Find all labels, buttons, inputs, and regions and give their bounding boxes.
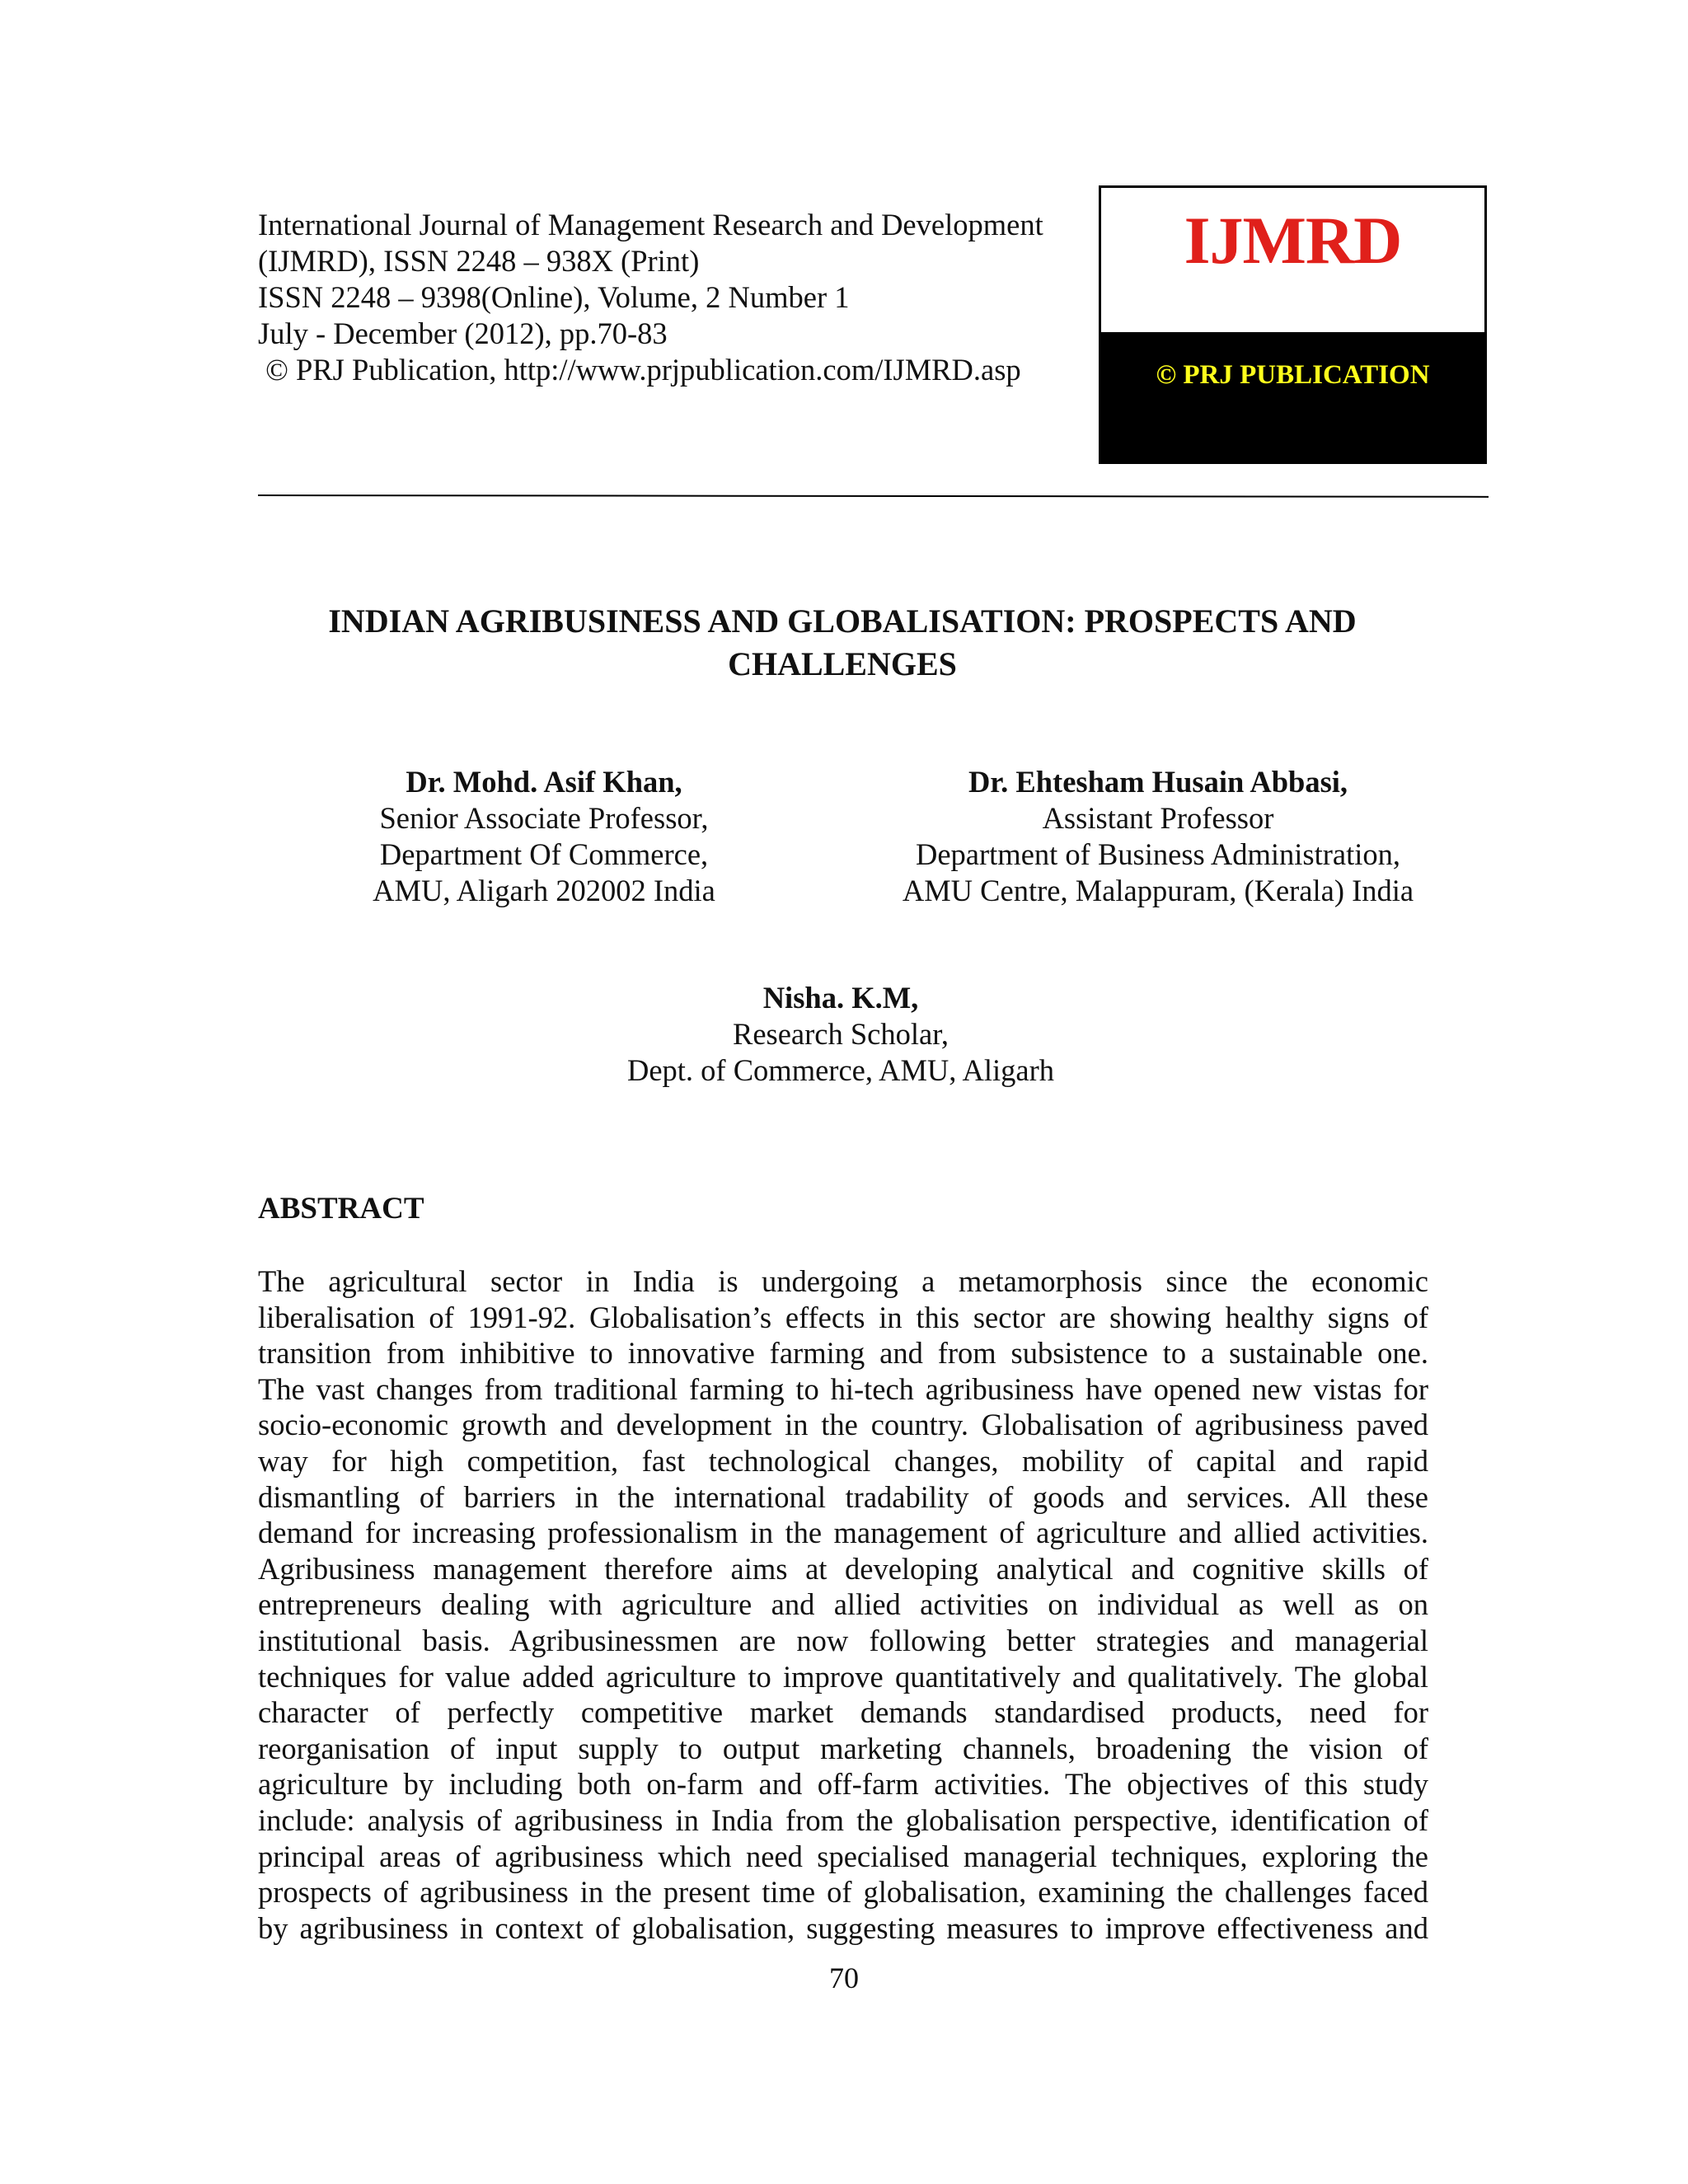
- page-number: 70: [829, 1961, 859, 1994]
- logo-title: IJMRD: [1184, 203, 1402, 278]
- abstract-line: character of perfectly competitive market demands standardised products, need for: [258, 1695, 1428, 1730]
- author-affiliation: Department of Business Administration,: [916, 837, 1400, 871]
- abstract-line: institutional basis. Agribusinessmen are now following better strategies and managerial: [258, 1623, 1428, 1657]
- abstract-body: [258, 1263, 1428, 1946]
- abstract-line: agriculture by including both on-farm and off-farm activities. The objectives of this study: [258, 1767, 1428, 1802]
- journal-logo: [1099, 185, 1487, 464]
- author-block: [297, 764, 791, 909]
- abstract-line: entrepreneurs dealing with agriculture and allied activities on individual as well as on: [258, 1587, 1428, 1622]
- author-affiliation: AMU Centre, Malappuram, (Kerala) India: [902, 874, 1414, 907]
- citation-line: (IJMRD), ISSN 2248 – 938X (Print): [258, 244, 700, 278]
- title-line: CHALLENGES: [728, 645, 957, 682]
- abstract-line: transition from inhibitive to innovative farming and from subsistence to a sustainable one.: [258, 1336, 1428, 1371]
- abstract-line: dismantling of barriers in the international tradability of goods and services. All these: [258, 1479, 1428, 1514]
- citation-line: International Journal of Management Research and Development: [258, 208, 1043, 241]
- abstract-line: prospects of agribusiness in the present time of globalisation, examining the challenges faced: [258, 1875, 1428, 1910]
- author-block: [824, 764, 1492, 909]
- abstract-line: techniques for value added agriculture to improve quantitatively and qualitatively. The global: [258, 1659, 1428, 1694]
- abstract-line: reorganisation of input supply to output marketing channels, broadening the vision of: [258, 1731, 1428, 1765]
- abstract-line: The vast changes from traditional farming to hi-tech agribusiness have opened new vistas for: [258, 1371, 1428, 1406]
- author-name: Dr. Ehtesham Husain Abbasi,: [968, 765, 1348, 799]
- abstract-line: liberalisation of 1991-92. Globalisation’s effects in this sector are showing healthy signs of: [258, 1300, 1428, 1334]
- author-affiliation: Dept. of Commerce, AMU, Aligarh: [626, 1053, 1054, 1087]
- author-affiliation: Department Of Commerce,: [379, 837, 709, 871]
- author-affiliation: Senior Associate Professor,: [379, 801, 709, 835]
- author-affiliation: Assistant Professor: [1042, 801, 1274, 835]
- author-affiliation: AMU, Aligarh 202002 India: [373, 874, 715, 907]
- citation-line: © PRJ Publication, http://www.prjpublication.com/IJMRD.asp: [258, 353, 1021, 387]
- abstract-heading: ABSTRACT: [258, 1192, 424, 1226]
- abstract-line: socio-economic growth and development in the country. Globalisation of agribusiness paved: [258, 1408, 1428, 1442]
- abstract-line: include: analysis of agribusiness in India from the globalisation perspective, identification of: [258, 1802, 1428, 1837]
- author-block: [544, 980, 1137, 1089]
- logo-bottom-panel: [1101, 332, 1484, 462]
- paper-title: [258, 600, 1427, 686]
- citation-line: July - December (2012), pp.70-83: [258, 316, 668, 350]
- citation-line: ISSN 2248 – 9398(Online), Volume, 2 Number 1: [258, 280, 850, 314]
- author-affiliation: Research Scholar,: [732, 1017, 950, 1051]
- journal-citation: [258, 207, 1099, 388]
- abstract-line: by agribusiness in context of globalisation, suggesting measures to improve effectiveness and: [258, 1910, 1428, 1945]
- abstract-line: The agricultural sector in India is undergoing a metamorphosis since the economic: [258, 1264, 1428, 1298]
- abstract-line: principal areas of agribusiness which need specialised managerial techniques, exploring the: [258, 1839, 1428, 1873]
- logo-publisher: © PRJ PUBLICATION: [1156, 360, 1430, 390]
- logo-top-panel: [1101, 188, 1484, 332]
- author-name: Dr. Mohd. Asif Khan,: [406, 765, 682, 799]
- header-divider: [258, 494, 1489, 498]
- title-line: INDIAN AGRIBUSINESS AND GLOBALISATION: PROSPECTS AND: [328, 602, 1357, 640]
- abstract-line: way for high competition, fast technological changes, mobility of capital and rapid: [258, 1443, 1428, 1478]
- abstract-line: demand for increasing professionalism in the management of agriculture and allied activities.: [258, 1516, 1428, 1550]
- author-name: Nisha. K.M,: [762, 981, 919, 1015]
- abstract-line: Agribusiness management therefore aims at developing analytical and cognitive skills of: [258, 1551, 1428, 1586]
